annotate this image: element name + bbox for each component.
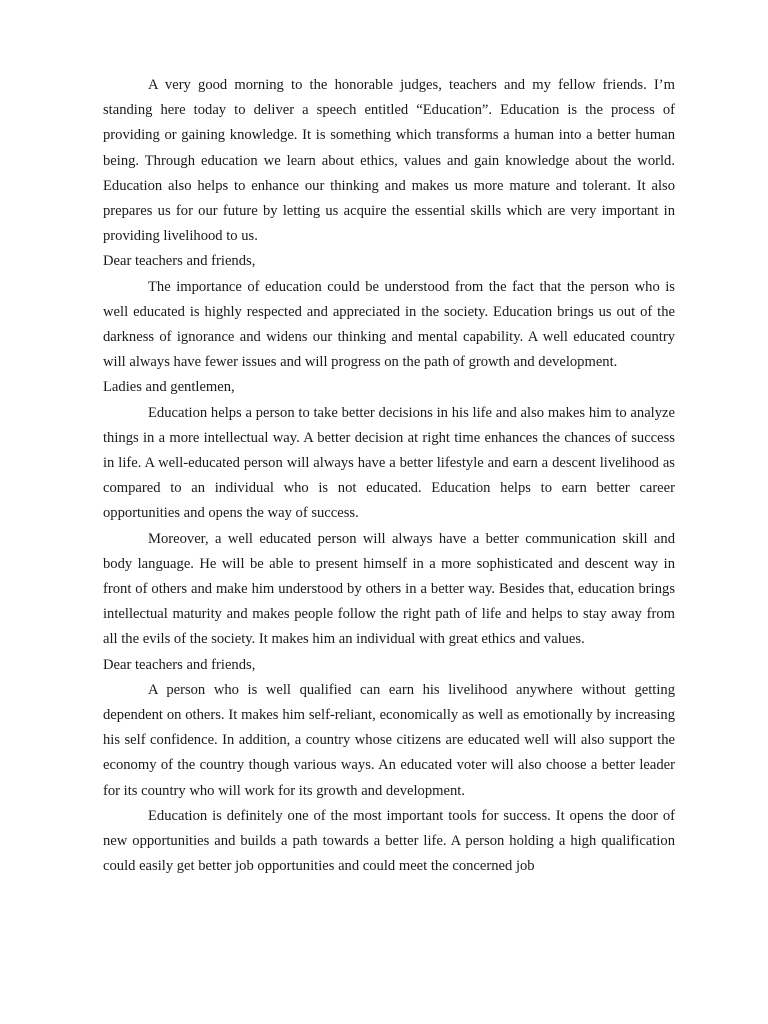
- speech-text: [103, 73, 675, 880]
- paragraph-importance: The importance of education could be understood from the fact that the person who is well educated is highly respected and appreciated in the society. Education brings us out of the darkness of ignorance and widens our thinking and mental capability. A well educated country will always have fewer issues and will progress on the path of growth and development.: [103, 278, 675, 371]
- salutation-ladies-gentlemen: Ladies and gentlemen,: [103, 379, 235, 396]
- paragraph-decisions: Education helps a person to take better decisions in his life and also makes him to analyze things in a more intellectual way. A better decision at right time enhances the chances of success in life. A well-educated person will always have a better lifestyle and earn a descent livelihood as compared to an individual who is not educated. Education helps to earn better career opportunities and opens the way of success.: [103, 404, 675, 522]
- paragraph-self-reliance: A person who is well qualified can earn his livelihood anywhere without getting dependent on others. It makes him self-reliant, economically as well as emotionally by increasing his self confidence. In addition, a country whose citizens are educated well will also support the economy of the country though various ways. An educated voter will also choose a better leader for its country who will work for its growth and development.: [103, 681, 675, 799]
- paragraph-communication: Moreover, a well educated person will always have a better communication skill and body language. He will be able to present himself in a more sophisticated and descent way in front of others and make him understood by others in a better way. Besides that, education brings intellectual maturity and makes people follow the right path of life and helps to stay away from all the evils of the society. It makes him an individual with great ethics and values.: [103, 530, 675, 648]
- paragraph-success: Education is definitely one of the most important tools for success. It opens the door of new opportunities and builds a path towards a better life. A person holding a high qualification could easily get better job opportunities and could meet the concerned job: [103, 807, 675, 875]
- salutation-dear-teachers-2: Dear teachers and friends,: [103, 656, 256, 673]
- salutation-dear-teachers: Dear teachers and friends,: [103, 253, 256, 270]
- paragraph-opening: A very good morning to the honorable judges, teachers and my fellow friends. I’m standing here today to deliver a speech entitled “Education”. Education is the process of providing or gaining knowledge. It is something which transforms a human into a better human being. Through education we learn about ethics, values and gain knowledge about the world. Education also helps to enhance our thinking and makes us more mature and tolerant. It also prepares us for our future by letting us acquire the essential skills which are very important in providing livelihood to us.: [103, 77, 675, 245]
